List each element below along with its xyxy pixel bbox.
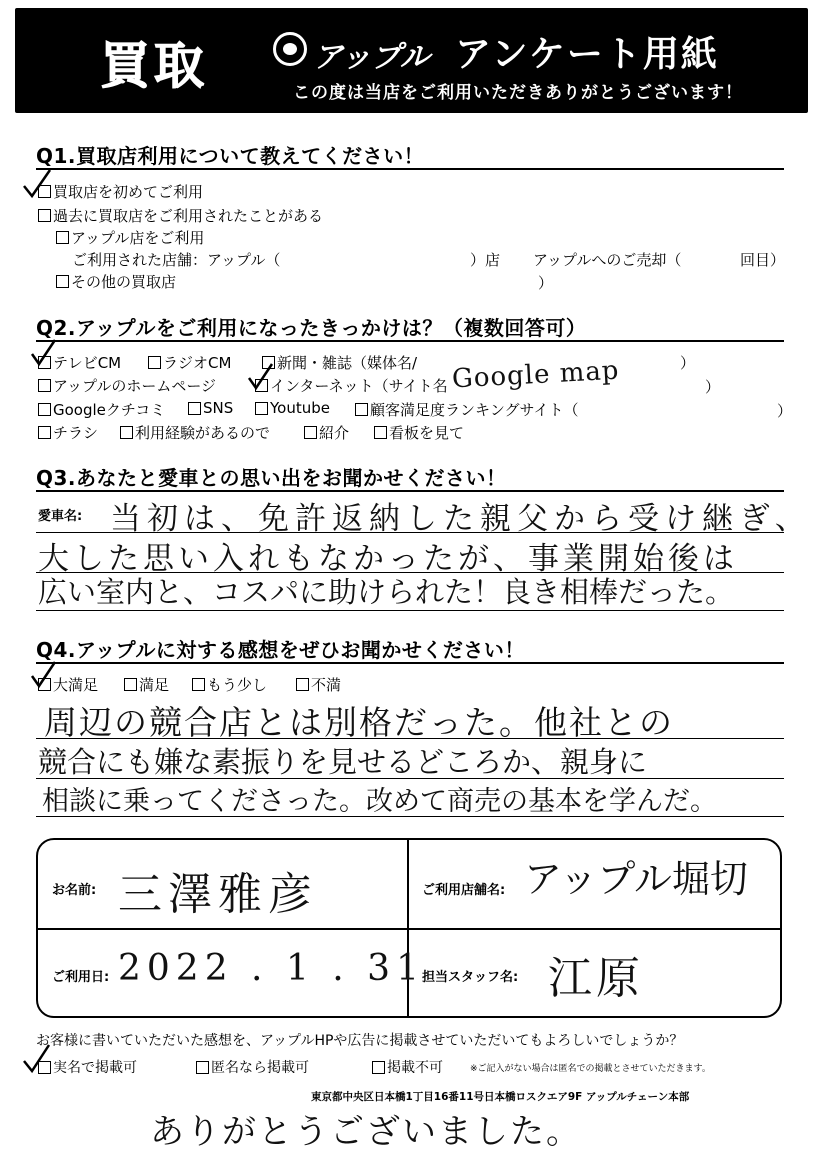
checkbox[interactable] xyxy=(148,356,161,369)
q1-option-other-store[interactable]: その他の買取店 xyxy=(56,271,176,292)
q2-option-sns[interactable]: SNS xyxy=(188,399,233,417)
q1-option-apple-store[interactable]: アップル店をご利用 xyxy=(56,227,204,248)
q2-newspaper-close: ） xyxy=(680,354,696,372)
q2-option-tv-cm[interactable]: テレビCM xyxy=(38,352,121,373)
checkbox[interactable] xyxy=(372,1061,385,1074)
q3-answer-line-3: 広い室内と、コスパに助けられた！良き相棒だった。 xyxy=(38,575,735,609)
q2-option-radio-cm[interactable]: ラジオCM xyxy=(148,352,231,373)
q3-divider xyxy=(36,490,784,492)
q2-option-internet[interactable]: インターネット（サイト名 xyxy=(255,375,448,396)
q2-option-newspaper[interactable]: 新聞・雑誌（媒体名/ xyxy=(262,352,417,373)
name-value: 三澤雅彦 xyxy=(118,869,318,920)
checkbox[interactable] xyxy=(296,678,309,691)
checkbox[interactable] xyxy=(56,275,69,288)
checkbox[interactable] xyxy=(120,426,133,439)
q4-answer-line-3: 相談に乗ってくださった。改めて商売の基本を学んだ。 xyxy=(42,786,717,817)
checkbox[interactable] xyxy=(255,402,268,415)
q2-option-youtube[interactable]: Youtube xyxy=(255,399,330,417)
q1-heading: Q1.買取店利用について教えてください！ xyxy=(36,144,425,168)
checkbox[interactable] xyxy=(124,678,137,691)
checkbox[interactable] xyxy=(355,403,368,416)
store-label: ご利用店舗名: xyxy=(422,883,506,898)
checkbox[interactable] xyxy=(38,209,51,222)
q4-divider xyxy=(36,662,784,664)
apple-logo-icon xyxy=(273,32,307,66)
q1-option-first-time[interactable]: 買取店を初めてご利用 xyxy=(38,181,203,202)
q2-heading: Q2.アップルをご利用になったきっかけは？（複数回答可） xyxy=(36,316,587,340)
q4-heading: Q4.アップルに対する感想をぜひお聞かせください！ xyxy=(36,638,525,662)
q2-option-google-reviews[interactable]: Googleクチコミ xyxy=(38,399,165,420)
q4-option-somewhat[interactable]: もう少し xyxy=(192,674,267,695)
staff-label: 担当スタッフ名: xyxy=(422,970,519,985)
consent-note: ※ご記入がない場合は匿名での掲載とさせていただきます。 xyxy=(470,1064,711,1074)
q2-option-homepage[interactable]: アップルのホームページ xyxy=(38,375,216,396)
q1-option-past-use[interactable]: 過去に買取店をご利用されたことがある xyxy=(38,205,323,226)
q1-store-line: ご利用された店舗：アップル（ xyxy=(72,251,281,269)
q1-divider xyxy=(36,168,784,170)
footer-address: 東京都中央区日本橋1丁目16番11号日本橋ロスクエア9F アップルチェーン本部 xyxy=(311,1091,690,1103)
checkbox[interactable] xyxy=(38,403,51,416)
q2-internet-close: ） xyxy=(705,378,721,396)
q3-answer-line-1: 当初は、免許返納した親父から受け継ぎ、 xyxy=(110,501,812,537)
q2-option-prior-use[interactable]: 利用経験があるので xyxy=(120,422,270,443)
page-subtitle: この度は当店をご利用いただきありがとうございます！ xyxy=(293,83,743,103)
checkbox[interactable] xyxy=(374,426,387,439)
checkmark-icon xyxy=(20,1043,52,1075)
checkmark-icon xyxy=(20,168,54,202)
checkbox[interactable] xyxy=(192,678,205,691)
checkbox[interactable] xyxy=(196,1061,209,1074)
consent-anonymous[interactable]: 匿名なら掲載可 xyxy=(196,1057,309,1077)
q2-divider xyxy=(36,340,784,342)
header-banner xyxy=(15,8,808,113)
checkmark-icon xyxy=(245,362,275,392)
date-value: 2022 . 1 . 31 xyxy=(118,948,425,989)
checkmark-icon xyxy=(28,660,58,690)
consent-real-name[interactable]: 実名で掲載可 xyxy=(38,1057,137,1077)
q2-option-ranking-site[interactable]: 顧客満足度ランキングサイト（ xyxy=(355,399,579,420)
kaitori-logo: 買取 xyxy=(100,37,208,95)
q4-answer-line-2: 競合にも嫌な素振りを見せるどころか、親身に xyxy=(38,745,648,779)
brand-name: アップル xyxy=(313,40,430,75)
q2-ranking-close: ） xyxy=(777,402,793,420)
name-label: お名前: xyxy=(52,883,97,898)
staff-value: 江原 xyxy=(548,953,644,1004)
info-box-hdivider xyxy=(36,928,782,930)
q4-answer-line-1: 周辺の競合店とは別格だった。他社との xyxy=(44,703,674,742)
consent-question: お客様に書いていただいた感想を、アップルHPや広告に掲載させていただいてもよろしいでしょうか？ xyxy=(36,1033,684,1049)
q3-heading: Q3.あなたと愛車との思い出をお聞かせください！ xyxy=(36,466,507,490)
checkbox[interactable] xyxy=(38,379,51,392)
checkbox[interactable] xyxy=(38,426,51,439)
consent-not-allowed[interactable]: 掲載不可 xyxy=(372,1057,443,1077)
page-title: アンケート用紙 xyxy=(455,34,719,75)
info-box-vdivider xyxy=(407,838,409,1018)
q1-sale-count-label: アップルへのご売却（ xyxy=(533,251,682,269)
checkbox[interactable] xyxy=(56,231,69,244)
q2-option-signboard[interactable]: 看板を見て xyxy=(374,422,464,443)
q3-answer-line-2: 大した思い入れもなかったが、事業開始後は xyxy=(38,541,738,577)
checkmark-icon xyxy=(28,338,58,368)
q2-option-referral[interactable]: 紹介 xyxy=(304,422,349,443)
checkbox[interactable] xyxy=(304,426,317,439)
checkbox[interactable] xyxy=(188,402,201,415)
date-label: ご利用日: xyxy=(52,970,110,985)
handwritten-thanks: ありがとうございました。 xyxy=(150,1112,582,1152)
handwritten-site-name: Google map xyxy=(451,355,621,395)
store-value: アップル堀切 xyxy=(524,857,748,901)
q2-option-flyer[interactable]: チラシ xyxy=(38,422,98,443)
q1-sale-count-suffix: 回目） xyxy=(740,251,786,269)
q1-close-paren: ） xyxy=(538,274,554,292)
q4-option-dissatisfied[interactable]: 不満 xyxy=(296,674,341,695)
car-name-label: 愛車名: xyxy=(38,509,83,524)
q1-store-suffix: ）店 xyxy=(470,251,501,269)
q4-option-very-satisfied[interactable]: 大満足 xyxy=(38,674,98,695)
q4-option-satisfied[interactable]: 満足 xyxy=(124,674,169,695)
